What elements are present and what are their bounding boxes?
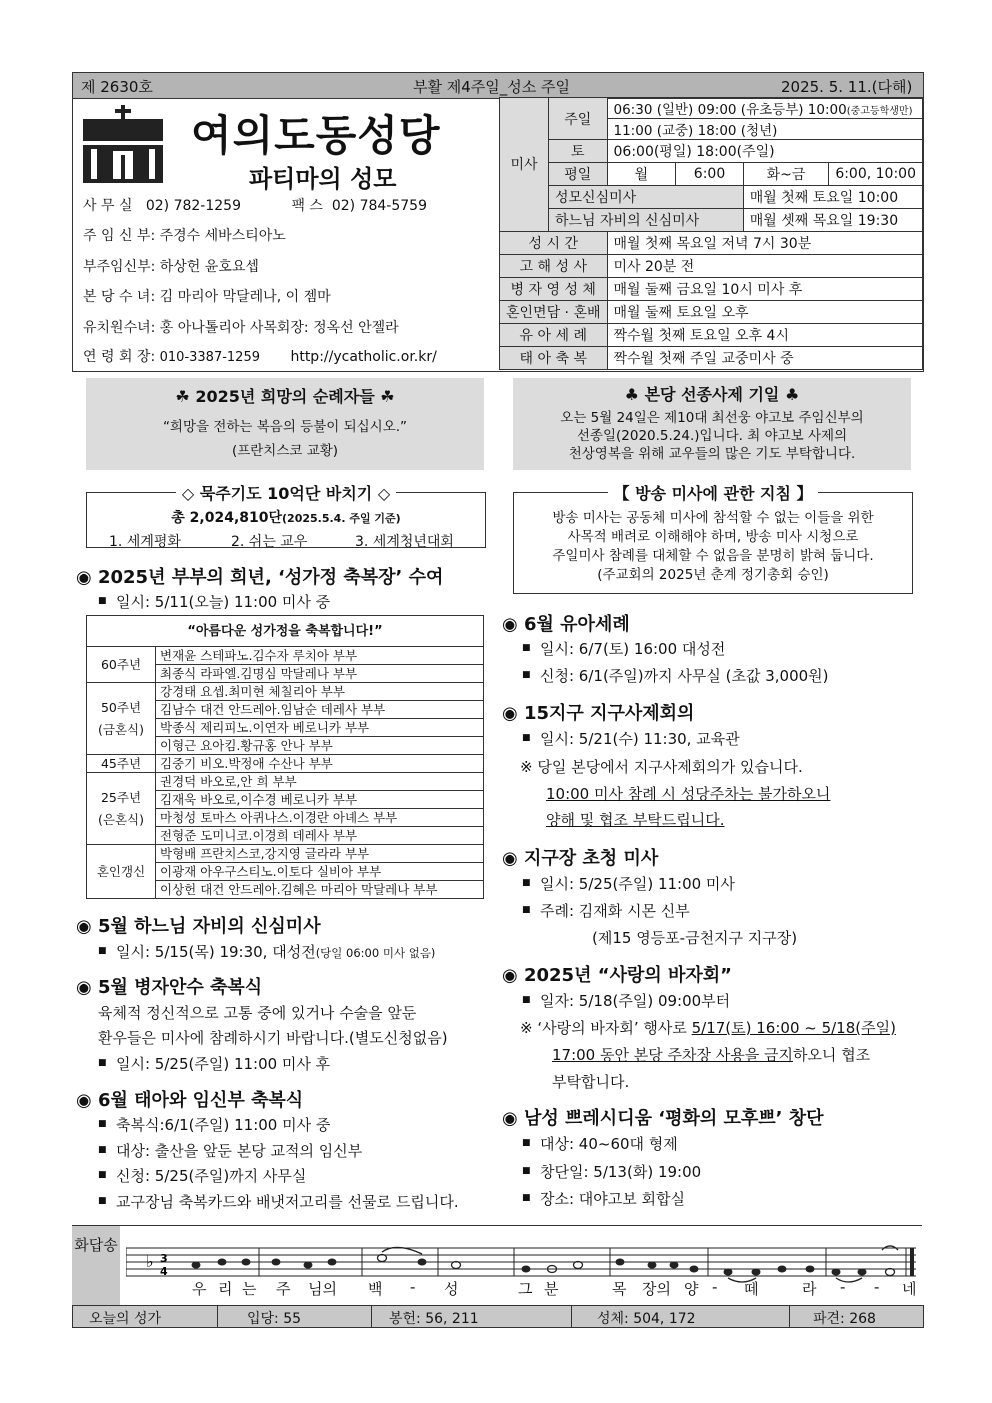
district-council-title: ◉ 15지구 지구사제회의 bbox=[502, 703, 695, 724]
church-header bbox=[72, 97, 924, 372]
pilgrims-box: ☘ 2025년 희망의 순례자들 ☘ “희망을 전하는 복음의 등불이 되십시오.” (프란치스코 교황) bbox=[86, 378, 484, 470]
staff-sisters: 본 당 수 녀: 김 마리아 막달레나, 이 젬마 bbox=[83, 289, 331, 305]
infant-baptism-title: ◉ 6월 유아세례 bbox=[502, 614, 630, 635]
sick-blessing-title: ◉ 5월 병자안수 축복식 bbox=[76, 977, 263, 998]
svg-text:♭: ♭ bbox=[146, 1252, 154, 1271]
staff-assistant: 부주임신부: 하상헌 윤호요셉 bbox=[83, 259, 259, 275]
hymns-label: 오늘의 성가 bbox=[89, 1311, 162, 1327]
mass-schedule: 미사 주일 06:30 (일반) 09:00 (유초등부) 10:00(중고등학생만) 11:00 (교중) 18:00 (청년) 토 06:00(평일) 18:00(주일) 평일 월 6:00 화~금 6:00, 10:00 성모신심미사 매월 첫째 토요일 10:00 하느님 자비의 신심미사 매월 셋째 목요일 19:30 성 시 간 매월 첫째 목요일 저녁 7시 30분 고 해 성 사 미사 20분 전 병 자 영 성 체 매월 둘째 금요일 10시 미사 후 혼인면담 · 혼배 매월 둘째 토요일 오후 유 아 세 례 짝수월 첫째 토요일 오후 4시 태 아 축 복 짝수월 첫째 주일 교중미사 중 bbox=[499, 97, 923, 370]
divine-mercy-title: ◉ 5월 하느님 자비의 신심미사 bbox=[76, 916, 321, 937]
legion-title: ◉ 남성 쁘레시디움 ‘평화의 모후쁘’ 창단 bbox=[502, 1108, 824, 1129]
mass-side-label: 미사 bbox=[500, 98, 549, 232]
issue-date: 2025. 5. 11.(다해) bbox=[781, 78, 913, 96]
bazaar-title: ◉ 2025년 “사랑의 바자회” bbox=[502, 965, 732, 986]
response-label: 화답송 bbox=[74, 1236, 118, 1254]
broadcast-box: 【 방송 미사에 관한 지침 】 방송 미사는 공동체 미사에 참석할 수 없는 이들을 위한 사목적 배려로 이해해야 하며, 방송 미사 시청으로 주일미사 참례를 대체할 수 없음을 분명히 밝혀 둡니다. (주교회의 2025년 춘계 정기총회 승인) bbox=[513, 492, 913, 594]
vicar-mass-title: ◉ 지구장 초청 미사 bbox=[502, 848, 659, 869]
church-patron: 파티마의 성모 bbox=[249, 165, 397, 193]
anniversary-date: ■ 일시: 5/11(오늘) 11:00 미사 중 bbox=[116, 591, 330, 612]
office-contacts: 사 무 실 02) 782-1259 팩 스 02) 784-5759 bbox=[83, 198, 427, 214]
liturgical-sunday: 부활 제4주일_성소 주일 bbox=[413, 78, 570, 96]
hymn-entrance: 입당: 55 bbox=[247, 1311, 302, 1327]
staff-kindergarten: 유치원수녀: 홍 아나톨리아 사목회장: 정옥선 안젤라 bbox=[83, 320, 399, 336]
church-name: 여의도동성당 bbox=[191, 111, 441, 160]
issue-number: 제 2630호 bbox=[81, 78, 153, 96]
hymns-bar bbox=[72, 1305, 924, 1328]
website-link[interactable]: http://ycatholic.or.kr/ bbox=[290, 349, 437, 365]
memorial-box: ♣ 본당 선종사제 기일 ♣ 오는 5월 24일은 제10대 최선웅 야고보 주임신부의 선종일(2020.5.24.)입니다. 최 야고보 사제의 천상영복을 위해 교우들의 많은 기도 부탁합니다. bbox=[513, 378, 911, 470]
hymn-offertory: 봉헌: 56, 211 bbox=[389, 1311, 479, 1327]
response-lyrics: 우 리 는 주 님의 백 - 성 그 분 목 장의 양 - 떼 라 - - 네 bbox=[192, 1278, 917, 1298]
hymn-communion: 성체: 504, 172 bbox=[597, 1311, 696, 1327]
response-psalm bbox=[72, 1225, 922, 1306]
contact-line: 연 령 회 장: 010-3387-1259 http://ycatholic.or.kr/ bbox=[83, 349, 437, 365]
svg-text:4: 4 bbox=[160, 1265, 168, 1278]
pregnancy-title: ◉ 6월 태아와 임신부 축복식 bbox=[76, 1090, 304, 1111]
anniversary-table: “아름다운 성가정을 축복합니다!” 60주년 변재윤 스테파노.김수자 루치아 부부 최종식 라파엘.김명심 막달레나 부부 50주년 (금혼식) 강경태 요셉.최미현 체칠리아 부부 김남수 대건 안드레아.임남순 데레사 부부 박종식 제리피노.이연자 베로니카 부부 이형근 요아킴.황규홍 안나 부부 45주년 김중기 비오.박정애 수산나 부부 25주년 (은혼식) 권경덕 바오로,안 희 부부 김재욱 바오로,이수경 베로니카 부부 마청성 토마스 아퀴나스.이경란 아녜스 부부 전형준 도미니코.이경희 데레사 부부 혼인갱신 박형배 프란치스코,강지영 글라라 부부 이광재 아우구스티노.이토다 실비아 부부 이상헌 대건 안드레아.김혜은 마리아 막달레나 부부 bbox=[86, 615, 484, 899]
staff-pastor: 주 임 신 부: 주경수 세바스티아노 bbox=[83, 228, 286, 244]
anniversary-title: ◉ 2025년 부부의 희년, ‘성가정 축복장’ 수여 bbox=[76, 567, 444, 588]
church-logo-icon bbox=[83, 105, 163, 183]
top-bar bbox=[72, 72, 924, 99]
svg-text:3: 3 bbox=[160, 1252, 168, 1265]
hymn-recessional: 파견: 268 bbox=[813, 1311, 876, 1327]
rosary-box: ◇ 묵주기도 10억단 바치기 ◇ 총 2,024,810단(2025.5.4. 주일 기준) 1. 세계평화 2. 쉬는 교우 3. 세계청년대회 bbox=[86, 492, 486, 548]
divine-mercy-line: ■ 일시: 5/15(목) 19:30, 대성전(당일 06:00 미사 없음) bbox=[116, 941, 435, 962]
